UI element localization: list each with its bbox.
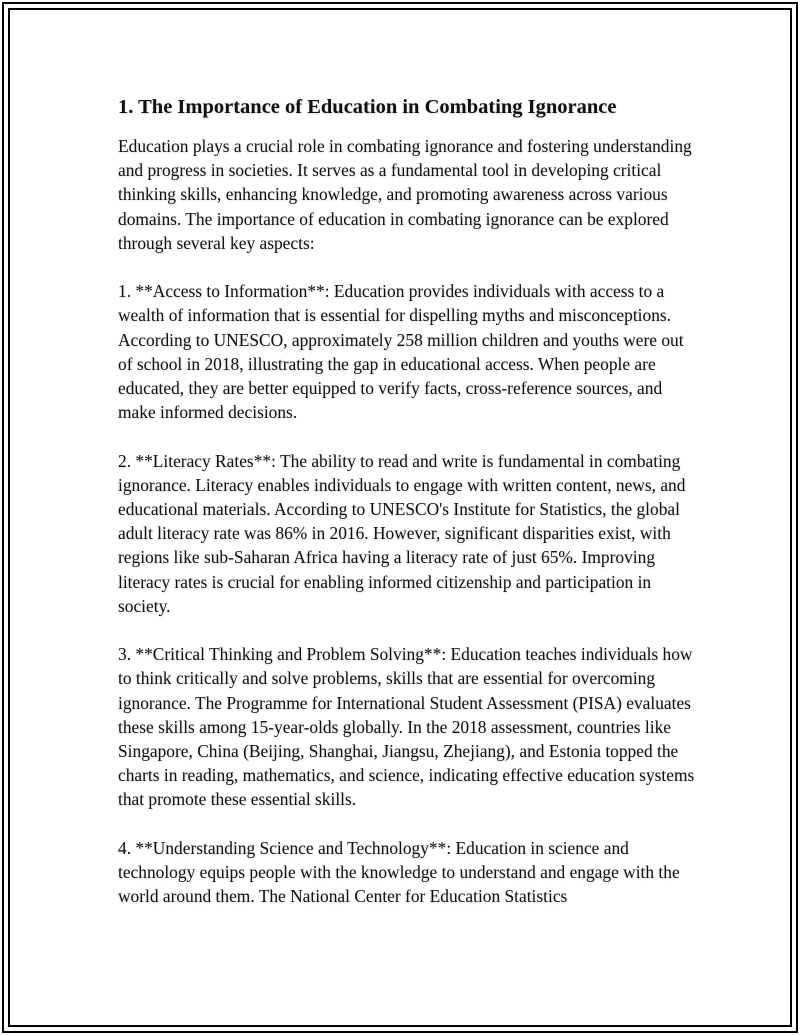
paragraph-critical-thinking: 3. **Critical Thinking and Problem Solving**: Education teaches individuals how to think critically and solve problems, skills that are essential for overcoming ignorance. The Programme for International Student Assessment (PISA) evaluates these skills among 15-year-olds globally. In the 2018 assessment, countries like Singapore, China (Beijing, Shanghai, Jiangsu, Zhejiang), and Estonia topped the charts in reading, mathematics, and science, indicating effective education systems that promote these essential skills. (118, 644, 695, 810)
document-body (118, 94, 698, 933)
intro-paragraph: Education plays a crucial role in combating ignorance and fostering understanding and progress in societies. It serves as a fundamental tool in developing critical thinking skills, enhancing knowledge, and promoting awareness across various domains. The importance of education in combating ignorance can be explored through several key aspects: (118, 136, 692, 253)
paragraph-access-to-information: 1. **Access to Information**: Education provides individuals with access to a wealth of information that is essential for dispelling myths and misconceptions. According to UNESCO, approximately 258 million children and youths were out of school in 2018, illustrating the gap in educational access. When people are educated, they are better equipped to verify facts, cross-reference sources, and make informed decisions. (118, 281, 684, 423)
paragraph-science-technology: 4. **Understanding Science and Technology**: Education in science and technology equips people with the knowledge to understand and engage with the world around them. The National Center for Education Statistics (118, 837, 680, 907)
paragraph-literacy-rates: 2. **Literacy Rates**: The ability to read and write is fundamental in combating ignorance. Literacy enables individuals to engage with written content, news, and educational materials. According to UNESCO's Institute for Statistics, the global adult literacy rate was 86% in 2016. However, significant disparities exist, with regions like sub-Saharan Africa having a literacy rate of just 65%. Improving literacy rates is crucial for enabling informed citizenship and participation in society. (118, 450, 686, 616)
section-heading: 1. The Importance of Education in Combating Ignorance (118, 96, 617, 118)
